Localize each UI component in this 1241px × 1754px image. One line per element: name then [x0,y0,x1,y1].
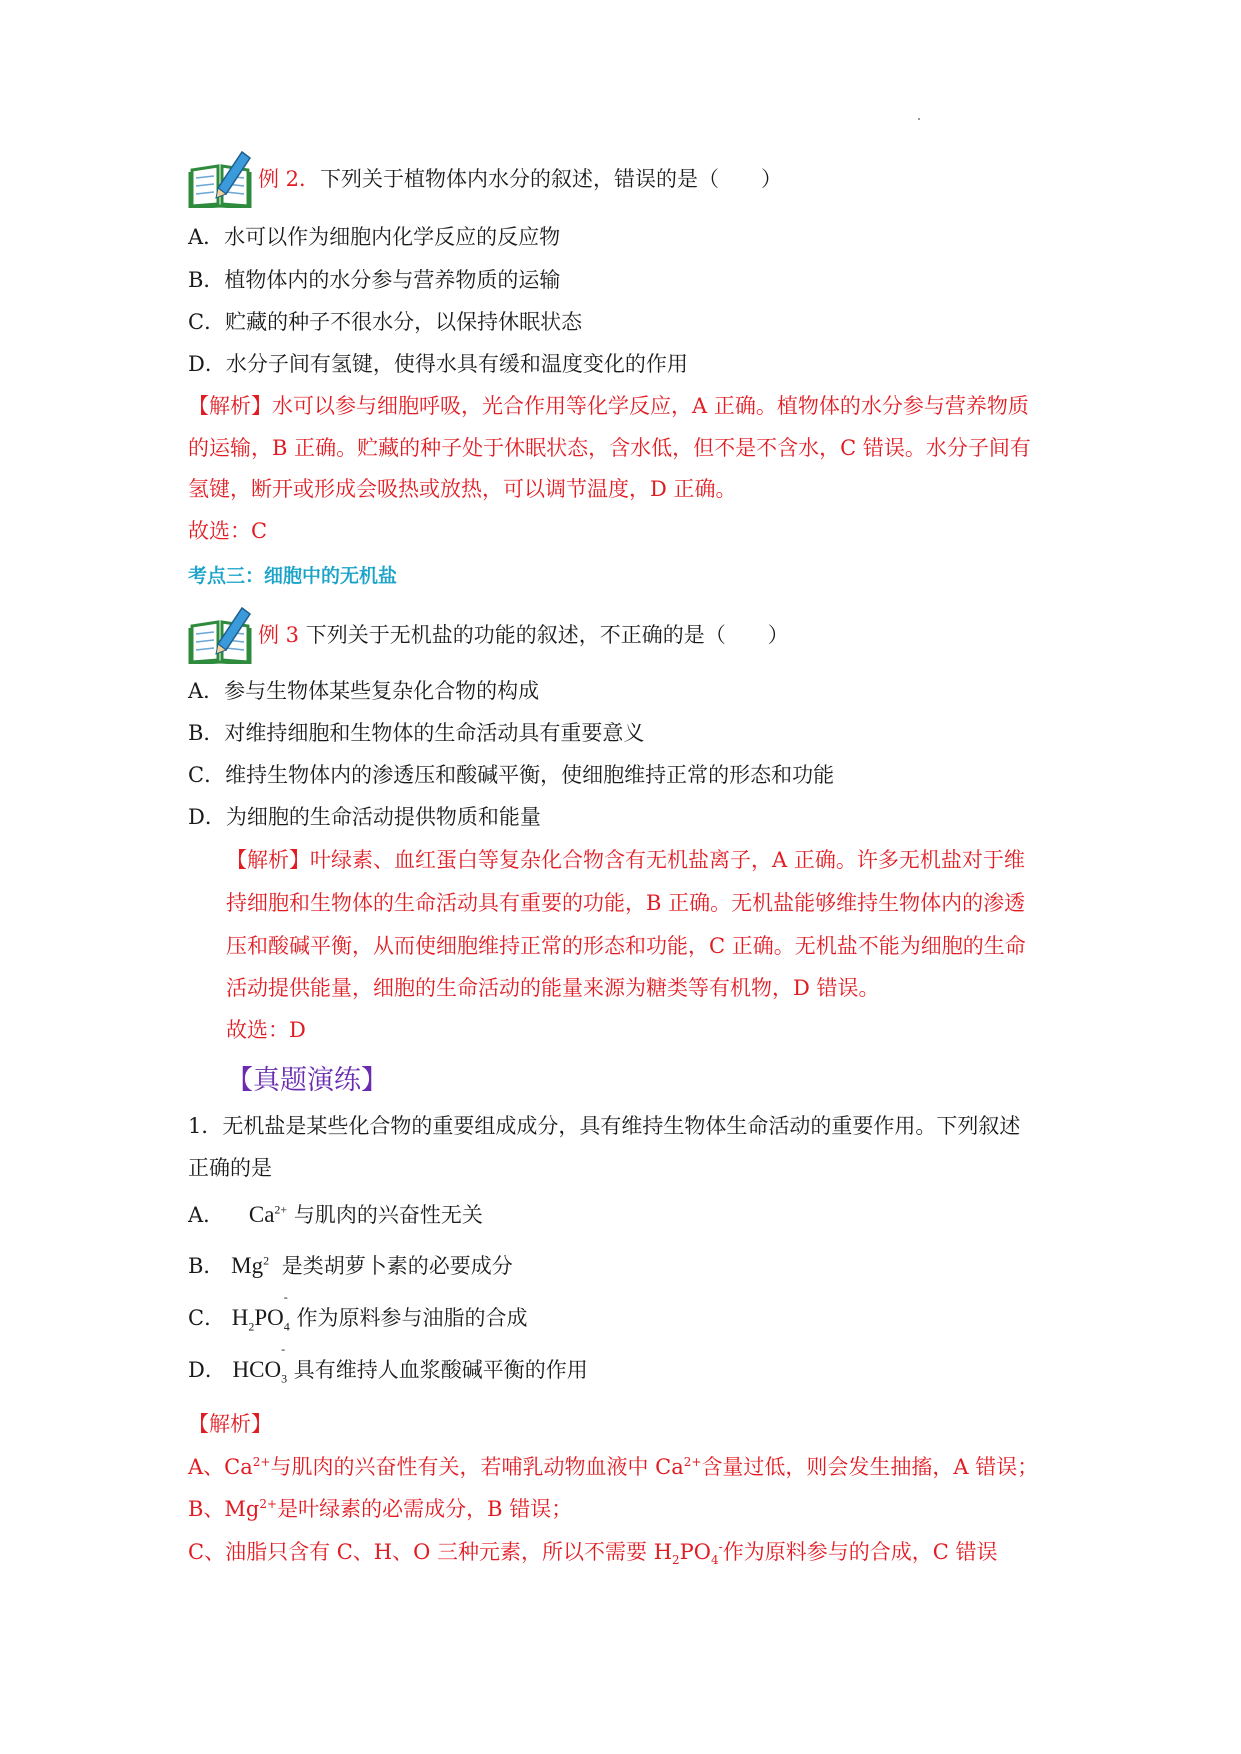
q1-option-d [188,1342,588,1386]
corner-dot [918,118,920,120]
q1-option-a [188,1200,483,1230]
example3-option-d: D．为细胞的生命活动提供物质和能量 [188,805,541,829]
q1-analysis-a: A、$Ca^{2+}$与肌肉的兴奋性有关，若哺乳动物血液中 $Ca^{2+}$含量过低，则会发生抽搐，A 错误； [188,1455,1039,1479]
section3-title: 考点三：细胞中的无机盐 [188,565,398,587]
example3-analysis-line-1: 【解析】叶绿素、血红蛋白等复杂化合物含有无机盐离子，A 正确。许多无机盐对于维 [226,848,1025,872]
example3-option-c: C．维持生物体内的渗透压和酸碱平衡，使细胞维持正常的形态和功能 [188,763,835,787]
book-pencil-icon [188,148,252,208]
example3-analysis-line-3: 压和酸碱平衡，从而使细胞维持正常的形态和功能，C 正确。无机盐不能为细胞的生命 [226,934,1026,958]
q1-option-c [188,1290,528,1334]
q1-stem-line-2: 正确的是 [188,1156,272,1180]
example2-analysis-line-3: 氢键，断开或形成会吸热或放热，可以调节温度，D 正确。 [188,477,737,501]
example2-option-c: C．贮藏的种子不很水分，以保持休眠状态 [188,310,583,334]
option-letter: B． [188,1254,225,1278]
option-letter: A． [188,1203,225,1227]
formula: Mg$^2$ [231,1253,270,1278]
formula: HCO - $_3$ [232,1342,288,1386]
example2-answer: 故选：C [188,519,268,543]
option-text: 与肌肉的兴奋性无关 [293,1203,483,1227]
example3-question-line [258,620,789,650]
example2-question-line [258,164,782,194]
option-text: 是类胡萝卜素的必要成分 [281,1254,513,1278]
practice-title: 【真题演练】 [226,1065,388,1096]
q1-stem-line-1: 1．无机盐是某些化合物的重要组成成分，具有维持生物体生命活动的重要作用。下列叙述 [188,1114,1021,1138]
example3-answer: 故选：D [226,1018,306,1042]
option-text: 作为原料参与油脂的合成 [296,1306,528,1330]
example2-label: 例 2． [258,167,321,191]
example3-label: 例 3 [258,623,300,647]
example2-analysis-line-2: 的运输，B 正确。贮藏的种子处于休眠状态，含水低，但不是不含水，C 错误。水分子间有 [188,436,1031,460]
example3-analysis-line-2: 持细胞和生物体的生命活动具有重要的功能，B 正确。无机盐能够维持生物体内的渗透 [226,891,1026,915]
example3-analysis-line-4: 活动提供能量，细胞的生命活动的能量来源为糖类等有机物，D 错误。 [226,976,880,1000]
example2-option-a: A．水可以作为细胞内化学反应的反应物 [188,225,561,249]
example2-option-b: B．植物体内的水分参与营养物质的运输 [188,268,561,292]
option-letter: C． [188,1306,226,1330]
q1-analysis-c: C、油脂只含有 C、H、O 三种元素，所以不需要 $H_2PO_4^-$作为原料参与的合成，C 错误 [188,1540,998,1568]
option-text: 具有维持人血浆酸碱平衡的作用 [293,1358,588,1382]
example3-option-a: A．参与生物体某些复杂化合物的构成 [188,679,540,703]
formula: $Ca^{2+}$ [248,1202,288,1227]
example3-question: 下列关于无机盐的功能的叙述，不正确的是（ ） [305,623,789,647]
book-pencil-icon [188,604,252,664]
example2-option-d: D．水分子间有氢键，使得水具有缓和温度变化的作用 [188,352,688,376]
example2-analysis-line-1: 【解析】水可以参与细胞呼吸，光合作用等化学反应，A 正确。植物体的水分参与营养物质 [188,394,1029,418]
q1-option-b [188,1251,513,1281]
q1-analysis-label: 【解析】 [188,1412,272,1436]
example2-question: 下列关于植物体内水分的叙述，错误的是（ ） [320,167,783,191]
formula: $H_2PO$ - $_4$ [231,1290,290,1334]
example3-option-b: B．对维持细胞和生物体的生命活动具有重要意义 [188,721,645,745]
option-letter: D． [188,1358,226,1382]
q1-analysis-b: B、$Mg^{2+}$是叶绿素的必需成分，B 错误； [188,1497,573,1521]
